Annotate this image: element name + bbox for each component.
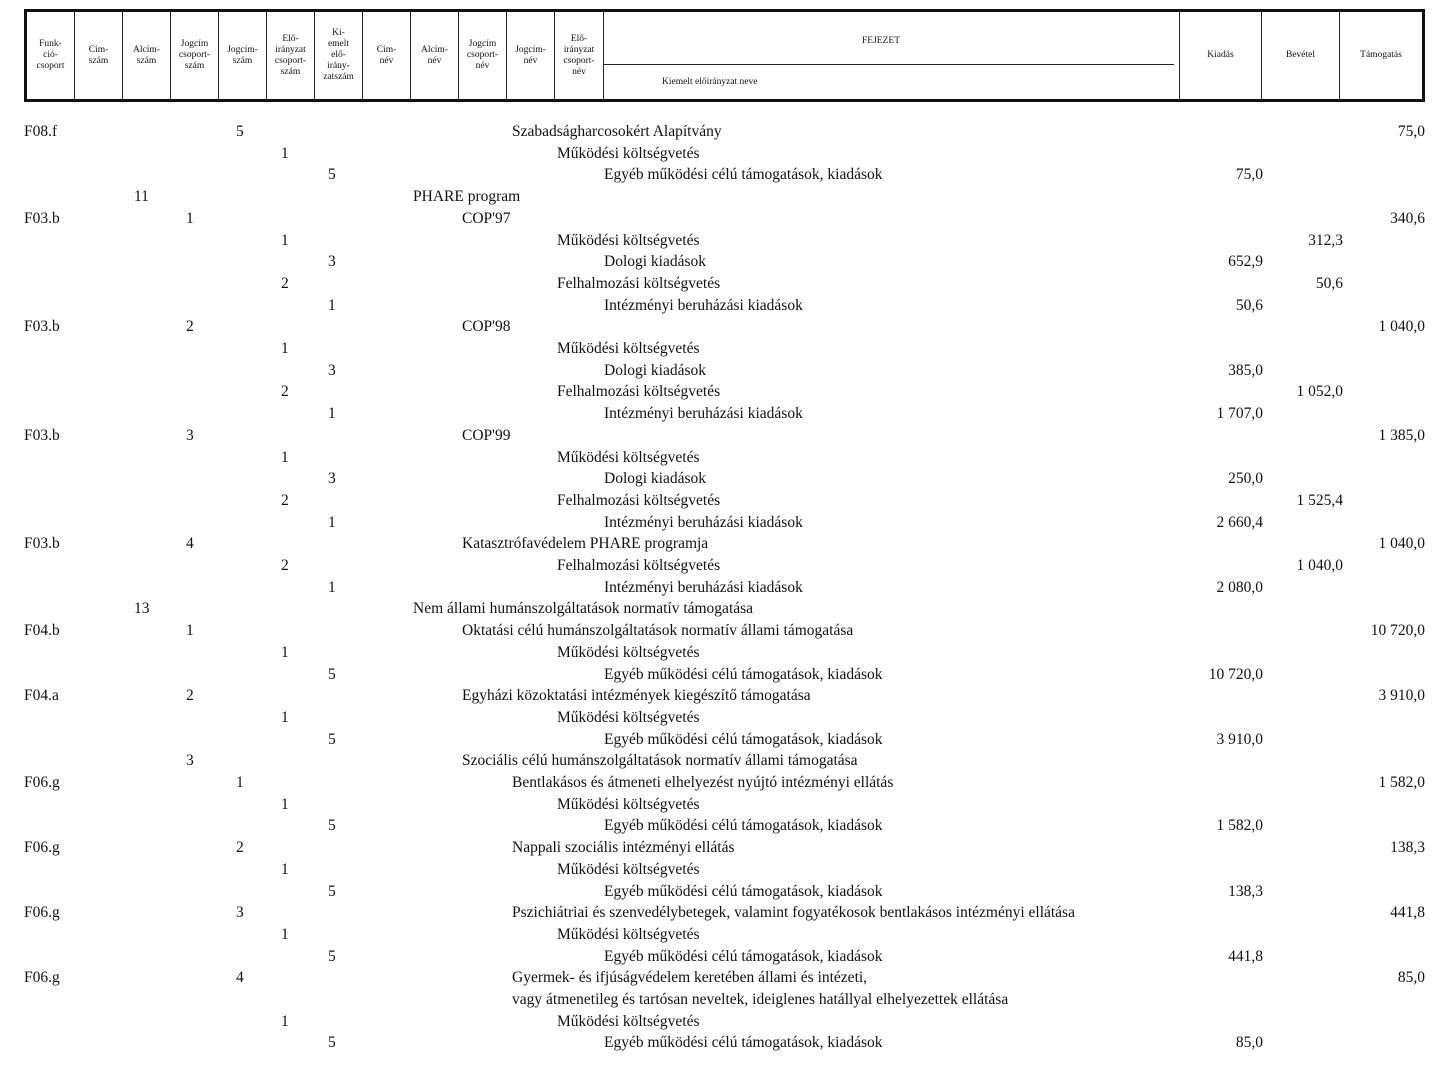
- item-name: Nappali szociális intézményi ellátás: [512, 839, 735, 856]
- kiemelt-number: 5: [328, 731, 336, 748]
- table-row: [0, 534, 1433, 554]
- tamogatas-value: 1 385,0: [1378, 427, 1425, 444]
- item-name: Egyéb működési célú támogatások, kiadások: [604, 166, 883, 183]
- bevetel-value: 312,3: [1308, 232, 1343, 249]
- table-row: [0, 903, 1433, 923]
- table-row: [0, 122, 1433, 142]
- table-row: [0, 382, 1433, 402]
- kiemelt-number: 5: [328, 1034, 336, 1051]
- header-col-jogcimcsoportnev: Jogcím csoport- név: [459, 12, 507, 99]
- item-name: Működési költségvetés: [557, 926, 700, 943]
- funkcio-code: F03.b: [24, 210, 60, 227]
- item-name: Felhalmozási költségvetés: [557, 275, 721, 292]
- item-name: Szociális célú humánszolgáltatások normatív állami támogatása: [462, 752, 858, 769]
- table-row: [0, 968, 1433, 988]
- table-row: [0, 165, 1433, 185]
- funkcio-code: F03.b: [24, 535, 60, 552]
- table-row: [0, 1033, 1433, 1053]
- kiadas-value: 138,3: [1228, 883, 1263, 900]
- table-row: [0, 491, 1433, 511]
- item-name: Dologi kiadások: [604, 362, 707, 379]
- table-row: [0, 643, 1433, 663]
- kiadas-value: 85,0: [1235, 1034, 1263, 1051]
- eloiranyzatcsoport-number: 1: [281, 644, 289, 661]
- bevetel-value: 50,6: [1315, 275, 1343, 292]
- table-row: [0, 599, 1433, 619]
- item-name: Katasztrófavédelem PHARE programja: [462, 535, 709, 552]
- funkcio-code: F04.a: [24, 687, 59, 704]
- alcim-number: 3: [186, 752, 194, 769]
- tamogatas-value: 1 040,0: [1378, 318, 1425, 335]
- header-col-kiemeltszam: Ki- emelt elő- irány- zatszám: [315, 12, 363, 99]
- table-row: [0, 925, 1433, 945]
- table-row: [0, 730, 1433, 750]
- eloiranyzatcsoport-number: 1: [281, 145, 289, 162]
- header-col-funkcio: Funk- ció- csoport: [27, 12, 75, 99]
- item-name: Felhalmozási költségvetés: [557, 557, 721, 574]
- alcim-number: 3: [186, 427, 194, 444]
- funkcio-code: F03.b: [24, 427, 60, 444]
- item-name: Működési költségvetés: [557, 340, 700, 357]
- item-name: COP'97: [462, 210, 511, 227]
- jogcim-number: 4: [236, 969, 244, 986]
- header-col-jogcimszam: Jogcím- szám: [219, 12, 267, 99]
- kiadas-value: 2 660,4: [1216, 514, 1263, 531]
- item-name: Intézményi beruházási kiadások: [604, 579, 803, 596]
- cim-number: 11: [134, 188, 149, 205]
- table-row: [0, 882, 1433, 902]
- item-name: Oktatási célú humánszolgáltatások normatív állami támogatása: [462, 622, 854, 639]
- item-name: Intézményi beruházási kiadások: [604, 405, 803, 422]
- table-row: [0, 860, 1433, 880]
- item-name: Működési költségvetés: [557, 232, 700, 249]
- funkcio-code: F06.g: [24, 839, 60, 856]
- table-row: [0, 838, 1433, 858]
- item-name: Bentlakásos és átmeneti elhelyezést nyújtó intézményi ellátás: [512, 774, 894, 791]
- item-name: Egyéb működési célú támogatások, kiadások: [604, 817, 883, 834]
- table-row: [0, 426, 1433, 446]
- tamogatas-value: 441,8: [1390, 904, 1425, 921]
- jogcim-number: 3: [236, 904, 244, 921]
- item-name: Pszichiátriai és szenvedélybetegek, valamint fogyatékosok bentlakásos intézményi ellátása: [512, 904, 1075, 921]
- header-fejezet: FEJEZET: [862, 36, 900, 46]
- bevetel-value: 1 052,0: [1296, 383, 1343, 400]
- funkcio-code: F08.f: [24, 123, 58, 140]
- table-row: [0, 144, 1433, 164]
- kiemelt-number: 1: [328, 405, 336, 422]
- item-name: Intézményi beruházási kiadások: [604, 514, 803, 531]
- item-name: Intézményi beruházási kiadások: [604, 297, 803, 314]
- table-row: [0, 947, 1433, 967]
- eloiranyzatcsoport-number: 1: [281, 449, 289, 466]
- eloiranyzatcsoport-number: 1: [281, 232, 289, 249]
- item-name: PHARE program: [413, 188, 521, 205]
- header-col-eloiranyzatcsoportnev: Elő- irányzat csoport- név: [555, 12, 604, 99]
- alcim-number: 2: [186, 687, 194, 704]
- item-name: Működési költségvetés: [557, 644, 700, 661]
- eloiranyzatcsoport-number: 1: [281, 861, 289, 878]
- tamogatas-value: 10 720,0: [1370, 622, 1425, 639]
- jogcim-number: 2: [236, 839, 244, 856]
- item-name: Egyéb működési célú támogatások, kiadások: [604, 731, 883, 748]
- kiadas-value: 2 080,0: [1216, 579, 1263, 596]
- table-row: [0, 816, 1433, 836]
- kiadas-value: 652,9: [1228, 253, 1263, 270]
- item-name: Működési költségvetés: [557, 449, 700, 466]
- item-name: Szabadságharcosokért Alapítvány: [512, 123, 722, 140]
- funkcio-code: F06.g: [24, 969, 60, 986]
- kiadas-value: 75,0: [1235, 166, 1263, 183]
- header-col-eloiranyzatcsoportszam: Elő- irányzat csoport- szám: [267, 12, 315, 99]
- eloiranyzatcsoport-number: 1: [281, 1013, 289, 1030]
- tamogatas-value: 138,3: [1390, 839, 1425, 856]
- alcim-number: 1: [186, 210, 194, 227]
- item-name: Egyéb működési célú támogatások, kiadások: [604, 666, 883, 683]
- eloiranyzatcsoport-number: 1: [281, 796, 289, 813]
- kiemelt-number: 1: [328, 579, 336, 596]
- kiadas-value: 50,6: [1235, 297, 1263, 314]
- eloiranyzatcsoport-number: 2: [281, 492, 289, 509]
- table-row: [0, 231, 1433, 251]
- table-row: [0, 513, 1433, 533]
- table-row: [0, 296, 1433, 316]
- kiemelt-number: 3: [328, 470, 336, 487]
- jogcim-number: 1: [236, 774, 244, 791]
- cim-number: 13: [134, 600, 150, 617]
- table-row: [0, 708, 1433, 728]
- table-row: [0, 448, 1433, 468]
- jogcim-number: 5: [236, 123, 244, 140]
- eloiranyzatcsoport-number: 1: [281, 709, 289, 726]
- header-col-jogcimnev: Jogcím- név: [507, 12, 555, 99]
- kiemelt-number: 5: [328, 948, 336, 965]
- item-name: Egyéb működési célú támogatások, kiadások: [604, 883, 883, 900]
- eloiranyzatcsoport-number: 1: [281, 340, 289, 357]
- tamogatas-value: 85,0: [1397, 969, 1425, 986]
- item-name: Egyéb működési célú támogatások, kiadások: [604, 948, 883, 965]
- header-col-cimszam: Cím- szám: [75, 12, 123, 99]
- kiadas-value: 441,8: [1228, 948, 1263, 965]
- item-name: Működési költségvetés: [557, 1013, 700, 1030]
- table-row: [0, 578, 1433, 598]
- item-name: Egyéb működési célú támogatások, kiadások: [604, 1034, 883, 1051]
- eloiranyzatcsoport-number: 1: [281, 926, 289, 943]
- table-row: [0, 621, 1433, 641]
- table-row: [0, 773, 1433, 793]
- header-col-tamogatas: Támogatás: [1360, 50, 1402, 60]
- alcim-number: 2: [186, 318, 194, 335]
- kiadas-value: 1 582,0: [1216, 817, 1263, 834]
- table-row: [0, 469, 1433, 489]
- item-name: Működési költségvetés: [557, 796, 700, 813]
- tamogatas-value: 1 040,0: [1378, 535, 1425, 552]
- item-name: Nem állami humánszolgáltatások normatív támogatása: [413, 600, 754, 617]
- tamogatas-value: 340,6: [1390, 210, 1425, 227]
- table-row: [0, 1012, 1433, 1032]
- table-row: [0, 556, 1433, 576]
- kiemelt-number: 5: [328, 666, 336, 683]
- kiemelt-number: 1: [328, 297, 336, 314]
- kiadas-value: 250,0: [1228, 470, 1263, 487]
- tamogatas-value: 1 582,0: [1378, 774, 1425, 791]
- kiadas-value: 385,0: [1228, 362, 1263, 379]
- kiemelt-number: 5: [328, 817, 336, 834]
- table-row: [0, 665, 1433, 685]
- item-name: COP'98: [462, 318, 511, 335]
- kiadas-value: 10 720,0: [1208, 666, 1263, 683]
- bevetel-value: 1 040,0: [1296, 557, 1343, 574]
- item-name: Felhalmozási költségvetés: [557, 383, 721, 400]
- item-name: Működési költségvetés: [557, 145, 700, 162]
- funkcio-code: F04.b: [24, 622, 60, 639]
- eloiranyzatcsoport-number: 2: [281, 383, 289, 400]
- funkcio-code: F03.b: [24, 318, 60, 335]
- kiadas-value: 3 910,0: [1216, 731, 1263, 748]
- item-name: Dologi kiadások: [604, 253, 707, 270]
- kiemelt-number: 1: [328, 514, 336, 531]
- header-col-alcimnev: Alcím- név: [411, 12, 459, 99]
- header-col-bevetel: Bevétel: [1262, 12, 1340, 99]
- header-col-jogcimcsoportszam: Jogcím csoport- szám: [171, 12, 219, 99]
- table-row: [0, 274, 1433, 294]
- table-row: [0, 317, 1433, 337]
- table-row: [0, 361, 1433, 381]
- bevetel-value: 1 525,4: [1296, 492, 1343, 509]
- funkcio-code: F06.g: [24, 774, 60, 791]
- table-row: [0, 404, 1433, 424]
- kiemelt-number: 3: [328, 362, 336, 379]
- header-col-alcimszam: Alcím- szám: [123, 12, 171, 99]
- table-row: [0, 686, 1433, 706]
- eloiranyzatcsoport-number: 2: [281, 557, 289, 574]
- table-row: [0, 339, 1433, 359]
- table-row: [0, 751, 1433, 771]
- table-row: [0, 990, 1433, 1010]
- eloiranyzatcsoport-number: 2: [281, 275, 289, 292]
- header-kiemelt-nev: Kiemelt előirányzat neve: [662, 77, 758, 87]
- table-row: [0, 252, 1433, 272]
- header-col-cimnev: Cím- név: [363, 12, 411, 99]
- item-name: Működési költségvetés: [557, 709, 700, 726]
- item-name: vagy átmenetileg és tartósan neveltek, ideiglenes hatállyal elhelyezettek ellátása: [512, 991, 1009, 1008]
- tamogatas-value: 75,0: [1397, 123, 1425, 140]
- kiemelt-number: 5: [328, 883, 336, 900]
- header-col-kiadas: Kiadás: [1180, 12, 1262, 99]
- tamogatas-value: 3 910,0: [1378, 687, 1425, 704]
- item-name: Felhalmozási költségvetés: [557, 492, 721, 509]
- table-row: [0, 187, 1433, 207]
- item-name: Gyermek- és ifjúságvédelem keretében állami és intézeti,: [512, 969, 868, 986]
- item-name: Dologi kiadások: [604, 470, 707, 487]
- kiadas-value: 1 707,0: [1216, 405, 1263, 422]
- table-row: [0, 795, 1433, 815]
- funkcio-code: F06.g: [24, 904, 60, 921]
- table-row: [0, 209, 1433, 229]
- kiemelt-number: 3: [328, 253, 336, 270]
- kiemelt-number: 5: [328, 166, 336, 183]
- item-name: Egyházi közoktatási intézmények kiegészítő támogatása: [462, 687, 811, 704]
- alcim-number: 1: [186, 622, 194, 639]
- item-name: Működési költségvetés: [557, 861, 700, 878]
- item-name: COP'99: [462, 427, 511, 444]
- alcim-number: 4: [186, 535, 194, 552]
